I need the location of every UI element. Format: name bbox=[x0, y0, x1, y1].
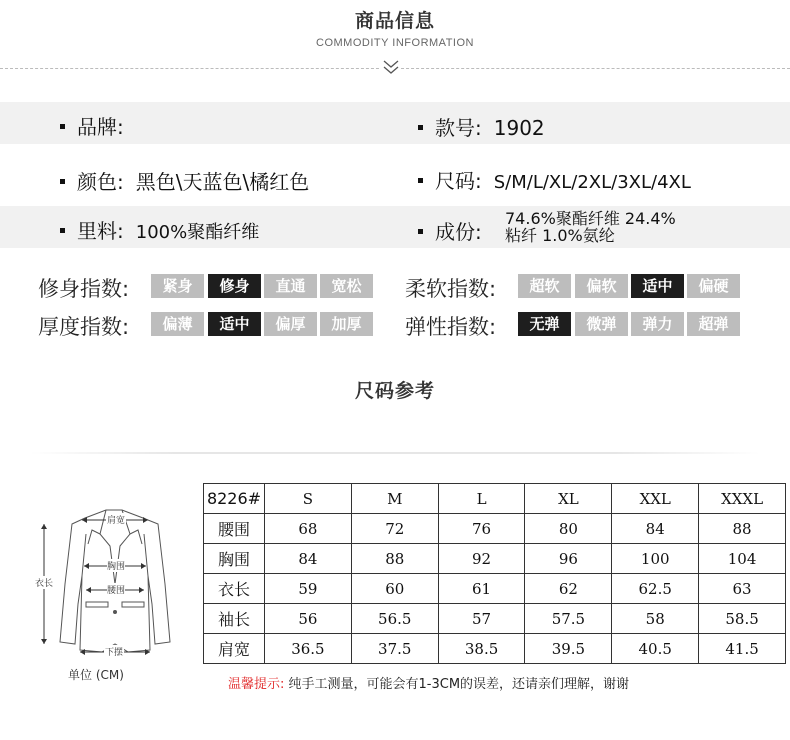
table-header-cell: XXL bbox=[612, 484, 699, 514]
table-header-cell: L bbox=[438, 484, 525, 514]
table-cell: 61 bbox=[438, 574, 525, 604]
bullet-icon bbox=[418, 125, 423, 130]
section-title: 商品信息 bbox=[354, 10, 435, 32]
color-value: 黑色\天蓝色\橘红色 bbox=[135, 170, 310, 194]
elasticity-option-super: 超弹 bbox=[687, 312, 740, 336]
chest-label: 胸围 bbox=[106, 562, 126, 572]
section-subtitle: COMMODITY INFORMATION bbox=[316, 37, 474, 49]
table-row-label: 腰围 bbox=[204, 514, 265, 544]
table-cell: 96 bbox=[525, 544, 612, 574]
table-cell: 60 bbox=[351, 574, 438, 604]
softness-option-hard: 偏硬 bbox=[687, 274, 740, 298]
hem-label: 下摆 bbox=[104, 648, 124, 658]
composition-line-2: 粘纤 1.0%氨纶 bbox=[505, 226, 615, 245]
table-cell: 92 bbox=[438, 544, 525, 574]
table-cell: 104 bbox=[699, 544, 786, 574]
table-row bbox=[204, 634, 786, 664]
fit-index-label: 修身指数: bbox=[38, 277, 130, 301]
table-header-cell: XXXL bbox=[699, 484, 786, 514]
softness-option-medium: 适中 bbox=[631, 274, 684, 298]
color-label: 颜色: bbox=[77, 170, 124, 194]
table-cell: 62.5 bbox=[612, 574, 699, 604]
composition-label: 成份: bbox=[435, 220, 482, 244]
measurement-note bbox=[228, 673, 629, 692]
length-label: 衣长 bbox=[34, 579, 54, 589]
table-cell: 84 bbox=[612, 514, 699, 544]
size-field bbox=[418, 165, 691, 194]
lining-field bbox=[60, 215, 259, 244]
thickness-option-thick: 偏厚 bbox=[264, 312, 317, 336]
table-cell: 100 bbox=[612, 544, 699, 574]
softness-option-super-soft: 超软 bbox=[518, 274, 571, 298]
table-cell: 56.5 bbox=[351, 604, 438, 634]
composition-value bbox=[505, 210, 676, 244]
model-value: 1902 bbox=[493, 116, 545, 140]
table-header-cell: M bbox=[351, 484, 438, 514]
jacket-measure-diagram bbox=[30, 494, 200, 664]
elasticity-option-stretch: 弹力 bbox=[631, 312, 684, 336]
table-header-cell: XL bbox=[525, 484, 612, 514]
table-cell: 84 bbox=[265, 544, 352, 574]
brand-field bbox=[60, 111, 136, 140]
bullet-icon bbox=[418, 178, 423, 183]
model-label: 款号: bbox=[435, 116, 482, 140]
table-cell: 38.5 bbox=[438, 634, 525, 664]
note-warning-label: 温馨提示: bbox=[228, 677, 285, 692]
unit-label: 单位 (CM) bbox=[68, 668, 124, 682]
elasticity-index-options bbox=[0, 312, 790, 336]
size-divider bbox=[30, 452, 760, 454]
table-row-label: 肩宽 bbox=[204, 634, 265, 664]
table-cell: 68 bbox=[265, 514, 352, 544]
table-row-label: 胸围 bbox=[204, 544, 265, 574]
brand-label: 品牌: bbox=[77, 115, 124, 139]
elasticity-index-label: 弹性指数: bbox=[405, 315, 497, 339]
table-cell: 80 bbox=[525, 514, 612, 544]
elasticity-option-none: 无弹 bbox=[518, 312, 571, 336]
composition-line-1: 74.6%聚酯纤维 24.4% bbox=[505, 209, 676, 228]
table-cell: 41.5 bbox=[699, 634, 786, 664]
table-header-cell: 8226# bbox=[204, 484, 265, 514]
table-cell: 57 bbox=[438, 604, 525, 634]
size-value: S/M/L/XL/2XL/3XL/4XL bbox=[493, 172, 691, 193]
table-row-label: 衣长 bbox=[204, 574, 265, 604]
bullet-icon bbox=[418, 229, 423, 234]
model-field bbox=[418, 112, 545, 141]
table-row bbox=[204, 514, 786, 544]
softness-option-soft: 偏软 bbox=[575, 274, 628, 298]
table-cell: 63 bbox=[699, 574, 786, 604]
table-cell: 76 bbox=[438, 514, 525, 544]
table-cell: 88 bbox=[699, 514, 786, 544]
table-row-label: 袖长 bbox=[204, 604, 265, 634]
note-text: 纯手工测量，可能会有1-3CM的误差，还请亲们理解，谢谢 bbox=[288, 677, 630, 692]
table-cell: 72 bbox=[351, 514, 438, 544]
size-reference-title: 尺码参考 bbox=[354, 380, 435, 402]
softness-index-options bbox=[0, 274, 790, 298]
fit-option-loose: 宽松 bbox=[320, 274, 373, 298]
table-cell: 40.5 bbox=[612, 634, 699, 664]
bullet-icon bbox=[60, 228, 65, 233]
bullet-icon bbox=[60, 179, 65, 184]
table-row bbox=[204, 604, 786, 634]
lining-label: 里料: bbox=[77, 219, 124, 243]
table-cell: 62 bbox=[525, 574, 612, 604]
table-cell: 58.5 bbox=[699, 604, 786, 634]
softness-index-label: 柔软指数: bbox=[405, 277, 497, 301]
bullet-icon bbox=[60, 124, 65, 129]
thickness-option-medium: 适中 bbox=[208, 312, 261, 336]
table-cell: 36.5 bbox=[265, 634, 352, 664]
fit-option-tight: 紧身 bbox=[151, 274, 204, 298]
waist-label: 腰围 bbox=[106, 586, 126, 596]
composition-field bbox=[418, 216, 482, 245]
table-cell: 37.5 bbox=[351, 634, 438, 664]
thickness-option-extra-thick: 加厚 bbox=[320, 312, 373, 336]
table-cell: 57.5 bbox=[525, 604, 612, 634]
elasticity-option-slight: 微弹 bbox=[575, 312, 628, 336]
shoulder-label: 肩宽 bbox=[106, 516, 126, 526]
double-chevron-down-icon bbox=[381, 58, 401, 76]
table-cell: 88 bbox=[351, 544, 438, 574]
size-table bbox=[203, 483, 786, 664]
table-header-cell: S bbox=[265, 484, 352, 514]
table-cell: 58 bbox=[612, 604, 699, 634]
color-field bbox=[60, 166, 309, 195]
thickness-option-thin: 偏薄 bbox=[151, 312, 204, 336]
thickness-index-label: 厚度指数: bbox=[38, 315, 130, 339]
table-cell: 56 bbox=[265, 604, 352, 634]
lining-value: 100%聚酯纤维 bbox=[135, 222, 260, 243]
fit-option-slim: 修身 bbox=[208, 274, 261, 298]
table-cell: 39.5 bbox=[525, 634, 612, 664]
table-row bbox=[204, 544, 786, 574]
table-header-row bbox=[204, 484, 786, 514]
size-label: 尺码: bbox=[435, 169, 482, 193]
table-cell: 59 bbox=[265, 574, 352, 604]
table-row bbox=[204, 574, 786, 604]
fit-option-straight: 直通 bbox=[264, 274, 317, 298]
